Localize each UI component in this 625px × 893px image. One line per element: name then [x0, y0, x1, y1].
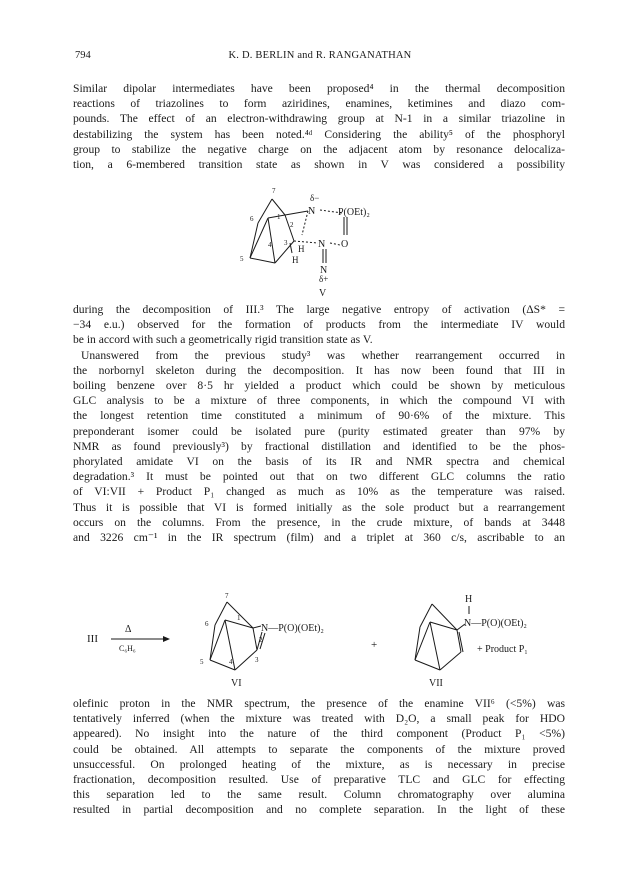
text-line: Similar dipolar intermediates have been proposed⁴ in the thermal decomposition [73, 82, 565, 95]
text-line: and 3226 cm⁻¹ in the IR spectrum (film) and a triplet at 360 c/s, ascribable to an [73, 531, 565, 545]
structure-v-figure [230, 183, 410, 298]
paragraph-3 [73, 696, 565, 818]
text-line: occurs on the columns. From the presence, in the crude mixture, of bands at 3448 [73, 515, 565, 529]
atom-number-5: 5 [240, 255, 244, 263]
text-line: reactions of triazolines to form aziridines, enamines, ketimines and diazo com- [73, 97, 565, 111]
text-line: tentatively inferred (when the mixture was treated with D₂O, a small peak for HDO [73, 712, 565, 726]
atom-n1: N [308, 206, 316, 217]
text-line: pounds. The effect of an electron-withdrawing group at N-1 in a similar triazoline in [73, 112, 565, 126]
reaction-scheme-figure [85, 590, 555, 690]
reaction-arrow-head [163, 636, 170, 642]
atom-number-3: 3 [284, 239, 288, 247]
atom-number-6: 6 [250, 215, 254, 223]
text-line: group to stabilize the negative charge on the adjacent atom by resonance delocaliza- [73, 142, 565, 156]
vi-number-2: 2 [259, 636, 263, 644]
atom-number-2: 2 [290, 221, 294, 229]
text-line: resulted in partial decomposition and no complete separation. In the light of these [73, 803, 565, 817]
vi-number-1: 1 [237, 614, 241, 622]
atom-n3: N [320, 265, 328, 276]
text-line: destabilizing the system has been noted.⁴ᵈ Considering the ability⁵ of the phosphoryl [73, 127, 565, 141]
vii-amine-group: N—P(O)(OEt)₂ [464, 618, 527, 629]
arrow-heat-label: Δ [125, 624, 132, 635]
atom-number-4: 4 [268, 241, 272, 249]
structure-vii-bonds [415, 604, 469, 670]
text-line: the longest retention time constituted a minimum of 90·6% of the mixture. This [73, 409, 565, 423]
vii-hydrogen: H [465, 594, 473, 605]
text-line: the norbornyl skeleton during the decomposition. It has now been found that III in [73, 363, 565, 377]
text-line: of VI:VII + Product P₁ changed as much as 10% as the temperature was raised. [73, 485, 565, 499]
product-p1-label: + Product P₁ [477, 644, 528, 655]
text-line: tion, a 6-membered transition state as shown in V was considered a possibility [73, 158, 565, 172]
text-line: during the decomposition of III.³ The large negative entropy of activation (ΔS* = [73, 303, 565, 316]
page-number: 794 [75, 50, 91, 61]
text-line: fractionation, decomposition resulted. Use of preparative TLC and GLC for effecting [73, 773, 565, 787]
page-header [75, 50, 565, 66]
text-line: NMR as found previously³) by fractional distillation and identified to be the phos- [73, 439, 565, 453]
text-line: GLC analysis to be a mixture of three components, in which the compound VI with [73, 394, 565, 408]
atom-number-7: 7 [272, 187, 276, 195]
structure-label-v: V [319, 288, 327, 298]
paragraph-2 [73, 302, 565, 545]
structure-label-vii: VII [429, 678, 443, 689]
text-line: preponderant isomer could be isolated pure (purity estimated greater than 97% by [73, 424, 565, 438]
text-line: Thus it is possible that VI is formed initially as the sole product but a rearrangement [73, 500, 565, 514]
delta-plus-label: δ+ [319, 274, 329, 284]
vi-number-6: 6 [205, 620, 209, 628]
text-line: this separation led to the same result. Column chromatography over alumina [73, 788, 565, 802]
vi-amidate-group: N—P(O)(OEt)₂ [261, 623, 324, 634]
arrow-solvent-label: C₆H₆ [119, 644, 136, 653]
text-line: boiling benzene over 8·5 hr yielded a product which could be shown by meticulous [73, 379, 565, 393]
vi-number-3: 3 [255, 656, 259, 664]
text-line: appeared). No insight into the nature of the third component (Product P₁ <5%) [73, 727, 565, 741]
text-line: be in accord with such a geometrically rigid transition state as V. [73, 333, 373, 347]
reactant-iii: III [87, 633, 98, 645]
text-line: unsuccessful. On prolonged heating of the mixture, as is necessary in precise [73, 757, 565, 771]
vi-number-5: 5 [200, 658, 204, 666]
vi-number-7: 7 [225, 592, 229, 600]
phosphoryl-group: P(OEt)₂ [338, 207, 370, 218]
text-line: phorylated amidate VI on the basis of its IR and NMR spectra and chemical [73, 455, 565, 469]
plus-sign: + [371, 639, 378, 651]
paragraph-1 [73, 81, 565, 172]
text-line: degradation.³ It must be pointed out that on two different GLC columns the ratio [73, 470, 565, 484]
delta-minus-label: δ− [310, 193, 320, 203]
running-title: K. D. BERLIN and R. RANGANATHAN [228, 50, 412, 61]
atom-h1: H [298, 244, 305, 254]
text-line: −34 e.u.) observed for the formation of products from the intermediate IV would [73, 318, 565, 332]
text-line: Unanswered from the previous study³ was whether rearrangement occurred in [81, 348, 565, 362]
atom-h2: H [292, 255, 299, 265]
vi-number-4: 4 [229, 658, 233, 666]
atom-o: O [341, 239, 349, 250]
text-line: olefinic proton in the NMR spectrum, the presence of the enamine VII⁶ (<5%) was [73, 697, 565, 710]
text-line: could be obtained. All attempts to separate the components of the mixture proved [73, 742, 565, 756]
structure-label-vi: VI [231, 678, 242, 689]
atom-number-1: 1 [277, 213, 281, 221]
atom-n2: N [318, 239, 326, 250]
